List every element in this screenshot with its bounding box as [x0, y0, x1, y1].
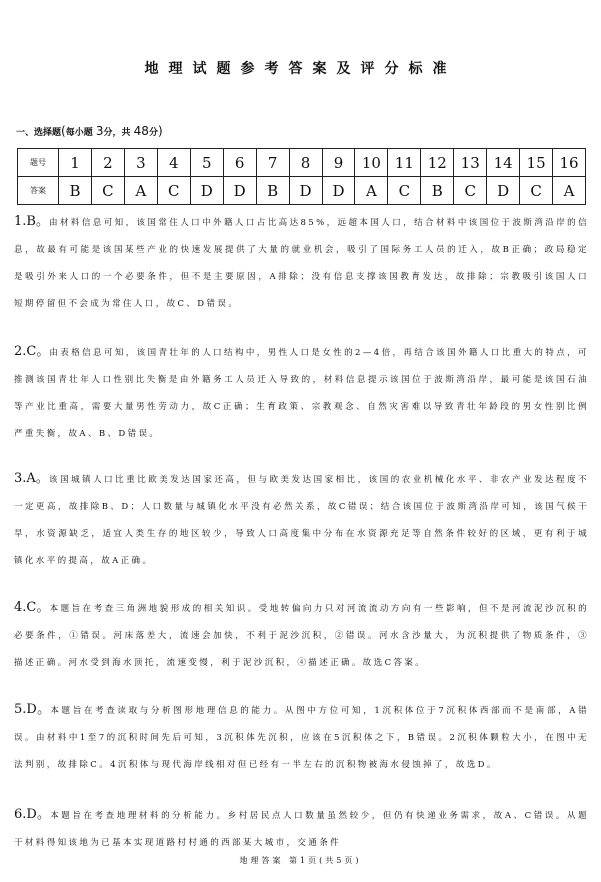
item-text: 由表格信息可知，该国青壮年的人口结构中，男性人口是女性的2—4倍，再结合该国外籍人口比重大的特点，可推测该国青壮年人口性别比失衡是由外籍务工人员迁入导致的，材料信息提示该国位于波斯湾沿岸，最可能是该国石油等产业比重高，需要大量男性劳动力，故C正确；生育政策、宗教观念、自然灾害难以导致青壮年龄段的男女性别比例严重失衡，故A、B、D错误。 [14, 348, 589, 439]
question-number: 2 [91, 149, 124, 177]
answer-cell: C [388, 177, 421, 205]
question-number: 3 [124, 149, 157, 177]
section-prefix: 一、选择题 [16, 128, 62, 138]
item-number: 4.C。 [14, 600, 50, 615]
item-number: 5.D。 [14, 702, 51, 717]
item-number: 6.D。 [14, 807, 51, 822]
item-text: 本题旨在考查三角洲地貌形成的相关知识。受地转偏向力只对河流流动方向有一些影响，但不是河流泥沙沉积的必要条件，①错误。河床落差大，流速会加快，不利于泥沙沉积，②错误。河水含沙量大，为沉积提供了物质条件，③描述正确。河水受到海水顶托，流速变慢，利于泥沙沉积，④描述正确。故选C答案。 [14, 604, 589, 668]
question-number: 7 [256, 149, 289, 177]
item-text: 由材料信息可知，该国常住人口中外籍人口占比高达85%，远超本国人口，结合材料中该国位于波斯湾沿岸的信息，故最有可能是该国某些产业的快速发展提供了大量的就业机会，吸引了国际务工人员的迁入，故B正确；政局稳定是吸引外来人口的一个必要条件，但不是主要原因，A排除；没有信息支撑该国教育发达，故排除；宗教吸引该国人口短期停留但不会成为常住人口，故C、D错误。 [14, 218, 589, 309]
answer-cell: C [157, 177, 190, 205]
question-number: 9 [322, 149, 355, 177]
item-number: 1.B。 [14, 214, 50, 229]
question-number: 14 [487, 149, 520, 177]
question-number: 10 [355, 149, 388, 177]
section-unit-end: 分 [148, 128, 158, 138]
page-footer: 地理答案 第1页(共5页) [239, 856, 362, 865]
answer-cell: B [421, 177, 454, 205]
answer-cell: D [322, 177, 355, 205]
answer-explanation-1 [14, 208, 589, 318]
item-number: 3.A。 [14, 471, 50, 486]
section-paren-open: ( [61, 124, 66, 138]
row-label-answer: 答案 [18, 177, 59, 205]
page-title: 地理试题参考答案及评分标准 [144, 61, 457, 77]
item-text: 本题旨在考查读取与分析图形地理信息的能力。从图中方位可知，1沉积体位于7沉积体西部而不是南部，A错误。由材料中1至7的沉积时间先后可知，3沉积体先沉积，应该在5沉积体之下，B错误。2沉积体颗粒大小，在图中无法判别，故排除C。4沉积体与现代海岸线相对但已经有一半左右的沉积物被海水侵蚀掉了，故选D。 [14, 706, 589, 770]
question-number: 15 [520, 149, 553, 177]
section-detail: 每小题 [65, 128, 93, 138]
item-text: 该国城镇人口比重比欧美发达国家还高，但与欧美发达国家相比，该国的农业机械化水平、非农产业发达程度不一定更高，故排除B、D；人口数量与城镇化水平没有必然关系，故C错误；结合该国位于波斯湾沿岸可知，该国气候干旱，水资源缺乏，适宜人类生存的地区较少，导致人口高度集中分布在水资源充足等自然条件较好的区域，更有利于城镇化水平的提高，故A正确。 [14, 475, 590, 566]
answer-explanation-3 [14, 465, 589, 575]
answer-cell: D [487, 177, 520, 205]
answer-cell: A [553, 177, 586, 205]
section-total: 48 [133, 124, 149, 138]
answer-cell: D [190, 177, 223, 205]
answer-table [17, 148, 586, 205]
section-paren-close: ) [157, 124, 163, 138]
question-number: 13 [454, 149, 487, 177]
question-number: 16 [553, 149, 586, 177]
question-number: 4 [157, 149, 190, 177]
answer-cell: C [454, 177, 487, 205]
answer-cell: B [59, 177, 92, 205]
answer-cell: D [223, 177, 256, 205]
answer-row [18, 177, 586, 205]
item-number: 2.C。 [14, 344, 50, 359]
answer-cell: C [91, 177, 124, 205]
answer-cell: A [355, 177, 388, 205]
section-unit: 分，共 [103, 128, 131, 138]
question-number-row [18, 149, 586, 177]
question-number: 5 [190, 149, 223, 177]
question-number: 1 [59, 149, 92, 177]
question-number: 8 [289, 149, 322, 177]
answer-explanation-4 [14, 594, 589, 677]
answer-explanation-5 [14, 696, 589, 779]
answer-explanation-2 [14, 338, 589, 448]
question-number: 12 [421, 149, 454, 177]
answer-explanation-6 [14, 801, 589, 857]
section-score-each: 3 [95, 124, 104, 138]
section-heading [16, 124, 163, 138]
question-number: 11 [388, 149, 421, 177]
item-text: 本题旨在考查地理材料的分析能力。乡村居民点人口数量虽然较少，但仍有快递业务需求，故A、C错误。从题干材料得知该地为已基本实现道路村村通的西部某大城市，交通条件 [14, 811, 589, 848]
answer-cell: D [289, 177, 322, 205]
question-number: 6 [223, 149, 256, 177]
answer-cell: C [520, 177, 553, 205]
answer-cell: A [124, 177, 157, 205]
row-label-number: 题号 [18, 149, 59, 177]
answer-cell: B [256, 177, 289, 205]
